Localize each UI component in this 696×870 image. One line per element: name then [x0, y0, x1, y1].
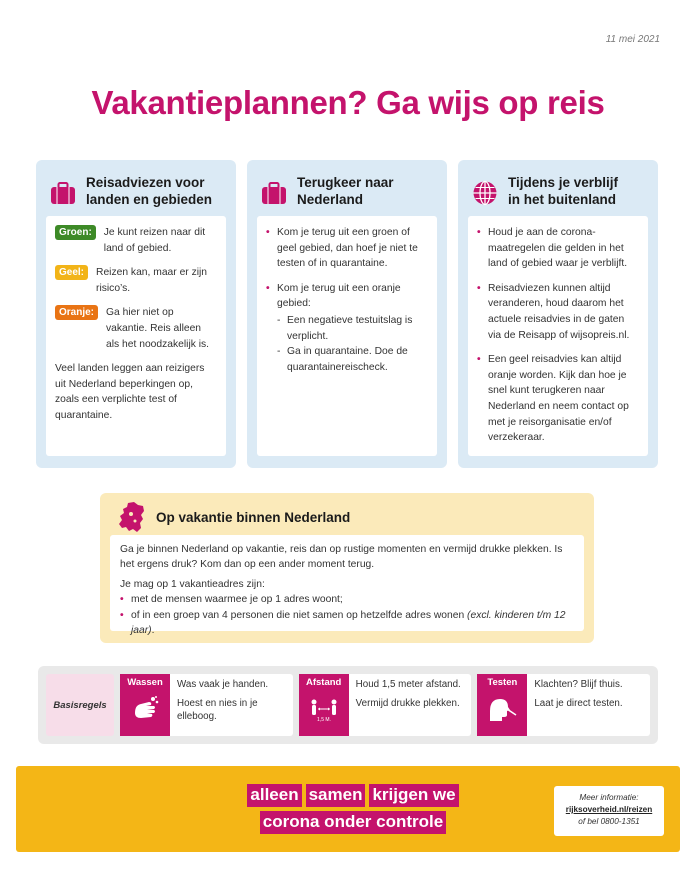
globe-icon	[472, 180, 498, 206]
travel-advice-card	[36, 160, 236, 468]
list-item: • Houd je aan de corona-maatregelen die gelden in het land of gebied waar je verblijft.	[477, 225, 639, 272]
card-title: Terugkeer naar Nederland	[297, 175, 394, 207]
list-item: • Een geel reisadvies kan altijd oranje worden. Kijk dan hoe je snel kunt terugkeren naar Nederland en neem contact op met je reisorganisatie en/of verzekeraar.	[477, 352, 639, 446]
advice-note: Veel landen leggen aan reizigers uit Nederland beperkingen op, zoals een verplichte test of quarantaine.	[55, 363, 205, 421]
rule-test: Testen Klachten? Blijf thuis. Laat je direct testen.	[477, 674, 650, 736]
netherlands-map-icon	[116, 501, 146, 533]
paragraph: Je mag op 1 vakantieadres zijn:	[120, 578, 265, 590]
level-green: Groen: Je kunt reizen naar dit land of gebied.	[55, 225, 217, 256]
info-link[interactable]: rijksoverheid.nl/reizen	[565, 805, 653, 814]
level-yellow: Geel: Reizen kan, maar er zijn risico’s.	[55, 265, 217, 296]
return-card	[247, 160, 447, 468]
suitcase-icon	[261, 180, 287, 206]
page-title: Vakantieplannen? Ga wijs op reis	[91, 84, 605, 121]
distance-icon	[308, 693, 340, 725]
footer-banner	[16, 766, 680, 852]
rule-wash: Wassen Was vaak je handen. Hoest en nies in je elleboog.	[120, 674, 293, 736]
test-swab-icon	[486, 693, 518, 725]
level-orange: Oranje: Ga hier niet op vakantie. Reis alleen als het noodzakelijk is.	[55, 305, 217, 352]
orange-badge: Oranje:	[55, 305, 98, 320]
list-item: • Reisadviezen kunnen altijd veranderen, houd daarom het actuele reisadvies in de gaten via de Reisapp of wijsopreis.nl.	[477, 281, 639, 343]
sub-item: - Een negatieve testuitslag is verplicht.	[277, 313, 428, 344]
paragraph: Ga je binnen Nederland op vakantie, reis dan op rustige momenten en vermijd drukke plekken. Is het ergens druk? Kom dan op een ander moment terug.	[120, 544, 563, 571]
sub-item: - Ga in quarantaine. Doe de quarantainereischeck.	[277, 344, 428, 375]
more-info-box: Meer informatie: rijksoverheid.nl/reizen of bel 0800-1351	[554, 786, 664, 836]
list-item: • of in een groep van 4 personen die niet samen op hetzelfde adres wonen (excl. kinderen t/m 12 jaar).	[120, 608, 574, 639]
hand-wash-icon	[129, 693, 161, 725]
abroad-card	[458, 160, 658, 468]
netherlands-vacation-box	[100, 493, 594, 643]
publication-date: 11 mei 2021	[605, 34, 660, 45]
list-item: • Kom je terug uit een groen of geel gebied, dan hoef je niet te testen of in quarantaine.	[266, 225, 428, 272]
card-title: Reisadviezen voor landen en gebieden	[86, 175, 213, 207]
list-item: • Kom je terug uit een oranje gebied: - Een negatieve testuitslag is verplicht. - Ga in quarantaine. Doe de quarantainereischeck.	[266, 281, 428, 376]
rule-distance: Afstand 1,5 M. Houd 1,5 meter afstand. Vermijd drukke plekken.	[299, 674, 472, 736]
slogan: alleen samen krijgen we corona onder controle	[248, 784, 458, 838]
section-title: Op vakantie binnen Nederland	[156, 509, 351, 525]
list-item: • met de mensen waarmee je op 1 adres woont;	[120, 592, 574, 607]
basic-rules-label: Basisregels	[46, 674, 114, 736]
card-title: Tijdens je verblijf in het buitenland	[508, 175, 619, 207]
yellow-badge: Geel:	[55, 265, 88, 280]
green-badge: Groen:	[55, 225, 96, 240]
svg-text:1,5 M.: 1,5 M.	[316, 717, 331, 723]
suitcase-icon	[50, 180, 76, 206]
basic-rules-bar	[38, 666, 658, 744]
